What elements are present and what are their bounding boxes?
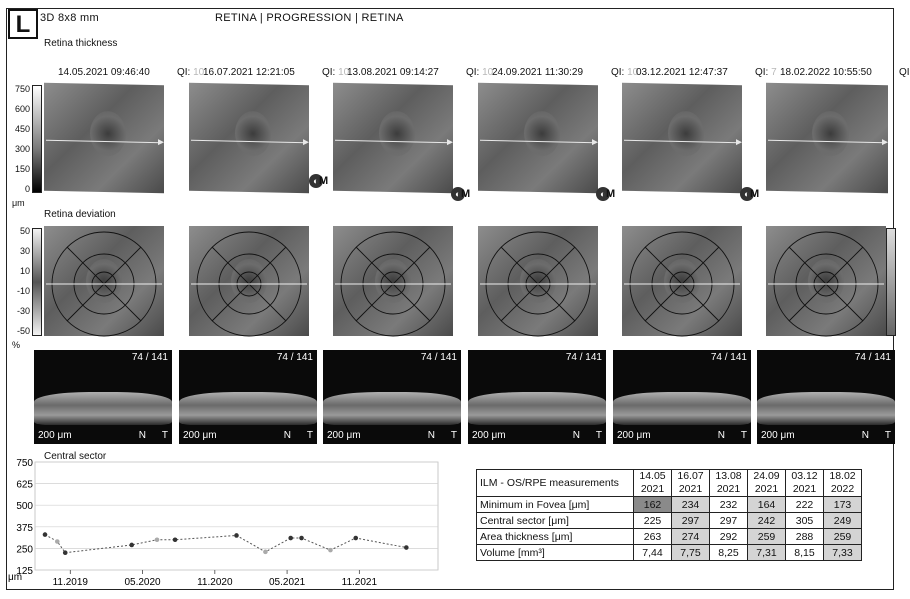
colorbar-tick: 10 [19,266,30,276]
nasal-label: N [572,430,580,441]
quality-index-label: QI: [177,67,194,78]
y-axis-unit: μm [8,572,23,583]
visit-date: 03.12.2021 12:47:37 [636,67,728,78]
data-point [299,536,304,541]
scale-bar-label: 200 μm [183,430,217,441]
slice-index: 74 / 141 [276,352,313,363]
central-sector-trend-chart [0,455,470,595]
table-header-title: ILM - OS/RPE measurements [477,470,634,497]
y-tick-label: 625 [16,479,33,491]
table-cell: 7,44 [634,545,672,561]
table-row [477,529,862,545]
scale-bar-label: 200 μm [38,430,72,441]
quality-index [466,67,493,78]
motion-correction-icon: ◐ M [309,174,323,188]
data-point [328,548,333,553]
visit-date: 18.02.2022 10:55:50 [780,67,872,78]
row-label: Minimum in Fovea [μm] [477,497,634,513]
oct-bscan [757,350,895,444]
table-cell: 164 [748,497,786,513]
y-tick-label: 750 [16,458,33,469]
scale-bar-label: 200 μm [327,430,361,441]
etdrs-grid [333,226,453,336]
temporal-label: T [740,430,747,441]
nasal-label: N [427,430,435,441]
column-date-day: 16.07 [677,470,704,482]
quality-index-value: 10 [338,67,350,78]
scale-bar-label: 200 μm [761,430,795,441]
nasal-label: N [861,430,869,441]
column-date [672,470,710,497]
eye-indicator: L [8,9,38,39]
column-date [824,470,862,497]
colorbar-tick: 450 [14,124,30,134]
quality-index-value: 10 [482,67,494,78]
x-tick-label: 11.2020 [197,577,233,588]
table-cell: 297 [672,513,710,529]
table-cell: 249 [824,513,862,529]
temporal-label: T [884,430,891,441]
quality-index [611,67,638,78]
table-cell: 7,31 [748,545,786,561]
column-date-year: 2021 [754,483,779,495]
column-date-year: 2021 [640,483,665,495]
motion-correction-icon: ◐ M [596,187,610,201]
nasal-label: N [283,430,291,441]
deviation-colorbar [32,228,42,336]
thickness-map [766,83,888,194]
quality-index-value: 10 [627,67,639,78]
colorbar-tick: 0 [24,184,30,194]
data-point [288,536,293,541]
quality-index [899,67,910,78]
deviation-map [766,226,886,336]
y-tick-label: 500 [16,501,33,513]
column-date [748,470,786,497]
column-date-year: 2022 [830,483,855,495]
x-tick-label: 05.2021 [269,577,306,588]
quality-index-value: 7 [771,67,777,78]
table-cell: 234 [672,497,710,513]
table-cell: 259 [824,529,862,545]
data-point [55,539,60,544]
measurements-table [476,469,862,561]
table-cell: 297 [710,513,748,529]
quality-index-label: QI: [755,67,772,78]
y-tick-label: 250 [16,544,33,556]
table-cell: 288 [786,529,824,545]
table-row [477,497,862,513]
slice-index: 74 / 141 [565,352,602,363]
y-tick-label: 375 [16,522,33,534]
table-cell: 222 [786,497,824,513]
plot-area [35,462,438,570]
quality-index [177,67,204,78]
colorbar-tick: 300 [14,144,30,154]
motion-correction-icon: ◐ M [740,187,754,201]
oct-bscan [34,350,172,444]
data-point [129,543,134,548]
trend-title: Central sector [44,451,107,462]
table-cell: 263 [634,529,672,545]
deviation-map [333,226,453,336]
colorbar-tick: 50 [19,226,30,236]
deviation-map [478,226,598,336]
data-point [234,533,239,538]
column-date [786,470,824,497]
table-cell: 305 [786,513,824,529]
table-header-row [477,470,862,497]
table-cell: 292 [710,529,748,545]
table-cell: 232 [710,497,748,513]
colorbar-tick: -30 [16,306,30,316]
temporal-label: T [306,430,313,441]
thickness-map [333,83,453,194]
column-date-day: 03.12 [791,470,818,482]
visit-date: 13.08.2021 09:14:27 [347,67,439,78]
table-cell: 8,15 [786,545,824,561]
visit-date: 14.05.2021 09:46:40 [58,67,150,78]
x-tick-label: 05.2020 [124,577,161,588]
data-point [353,536,358,541]
thickness-map [44,83,164,194]
table-cell: 8,25 [710,545,748,561]
slice-index: 74 / 141 [131,352,168,363]
data-point [63,550,68,555]
section-title-deviation: Retina deviation [44,209,116,220]
etdrs-grid [478,226,598,336]
row-label: Central sector [μm] [477,513,634,529]
oct-bscan [179,350,317,444]
table-cell: 7,33 [824,545,862,561]
motion-correction-icon: ◐ M [451,187,465,201]
slice-index: 74 / 141 [854,352,891,363]
colorbar-tick: 30 [19,246,30,256]
slice-index: 74 / 141 [710,352,747,363]
column-date-day: 14.05 [639,470,666,482]
scale-bar-label: 200 μm [472,430,506,441]
table-cell: 7,75 [672,545,710,561]
colorbar-unit: μm [12,198,25,208]
etdrs-grid [44,226,164,336]
column-date-day: 13.08 [715,470,742,482]
oct-bscan [613,350,751,444]
thickness-map [622,83,742,194]
data-point [155,537,160,542]
thickness-map [189,83,309,194]
colorbar-tick: 750 [14,84,30,94]
scale-bar-label: 200 μm [617,430,651,441]
quality-index-label: QI [899,67,910,78]
data-point [263,550,268,555]
data-point [404,545,409,550]
table-cell: 274 [672,529,710,545]
column-date [634,470,672,497]
thickness-map [478,83,598,194]
colorbar-tick: 600 [14,104,30,114]
section-title-thickness: Retina thickness [44,38,118,49]
colorbar-tick: -10 [16,286,30,296]
colorbar-tick: -50 [16,326,30,336]
temporal-label: T [450,430,457,441]
table-cell: 173 [824,497,862,513]
temporal-label: T [161,430,168,441]
row-label: Area thickness [μm] [477,529,634,545]
quality-index [322,67,349,78]
nasal-label: N [717,430,725,441]
slice-index: 74 / 141 [420,352,457,363]
x-tick-label: 11.2019 [52,577,88,588]
table-cell: 225 [634,513,672,529]
table-row [477,513,862,529]
oct-bscan [323,350,461,444]
quality-index-label: QI: [611,67,628,78]
deviation-map [44,226,164,336]
column-date-day: 24.09 [753,470,780,482]
deviation-map [622,226,742,336]
column-date-year: 2021 [716,483,741,495]
table-row [477,545,862,561]
x-tick-label: 11.2021 [341,577,378,588]
etdrs-grid [622,226,742,336]
row-label: Volume [mm³] [477,545,634,561]
deviation-colorbar-right [886,228,896,336]
etdrs-grid [189,226,309,336]
quality-index-label: QI: [322,67,339,78]
report-mode: RETINA | PROGRESSION | RETINA [215,12,404,24]
column-date-year: 2021 [678,483,703,495]
quality-index-value: 10 [193,67,205,78]
colorbar-tick: 150 [14,164,30,174]
column-date [710,470,748,497]
data-point [43,532,48,537]
table-cell: 259 [748,529,786,545]
table-cell: 242 [748,513,786,529]
oct-bscan [468,350,606,444]
deviation-map [189,226,309,336]
data-point [173,537,178,542]
thickness-colorbar [32,85,42,193]
table-cell: 162 [634,497,672,513]
temporal-label: T [595,430,602,441]
scan-type: 3D 8x8 mm [40,12,99,24]
etdrs-grid [766,226,886,336]
visit-date: 24.09.2021 11:30:29 [492,67,584,78]
y-tick-label: 125 [16,566,33,577]
column-date-day: 18.02 [829,470,856,482]
colorbar-unit: % [12,340,21,350]
visit-date: 16.07.2021 12:21:05 [203,67,295,78]
series-line [45,535,406,553]
quality-index-label: QI: [466,67,483,78]
quality-index [755,67,777,78]
nasal-label: N [138,430,146,441]
column-date-year: 2021 [792,483,817,495]
